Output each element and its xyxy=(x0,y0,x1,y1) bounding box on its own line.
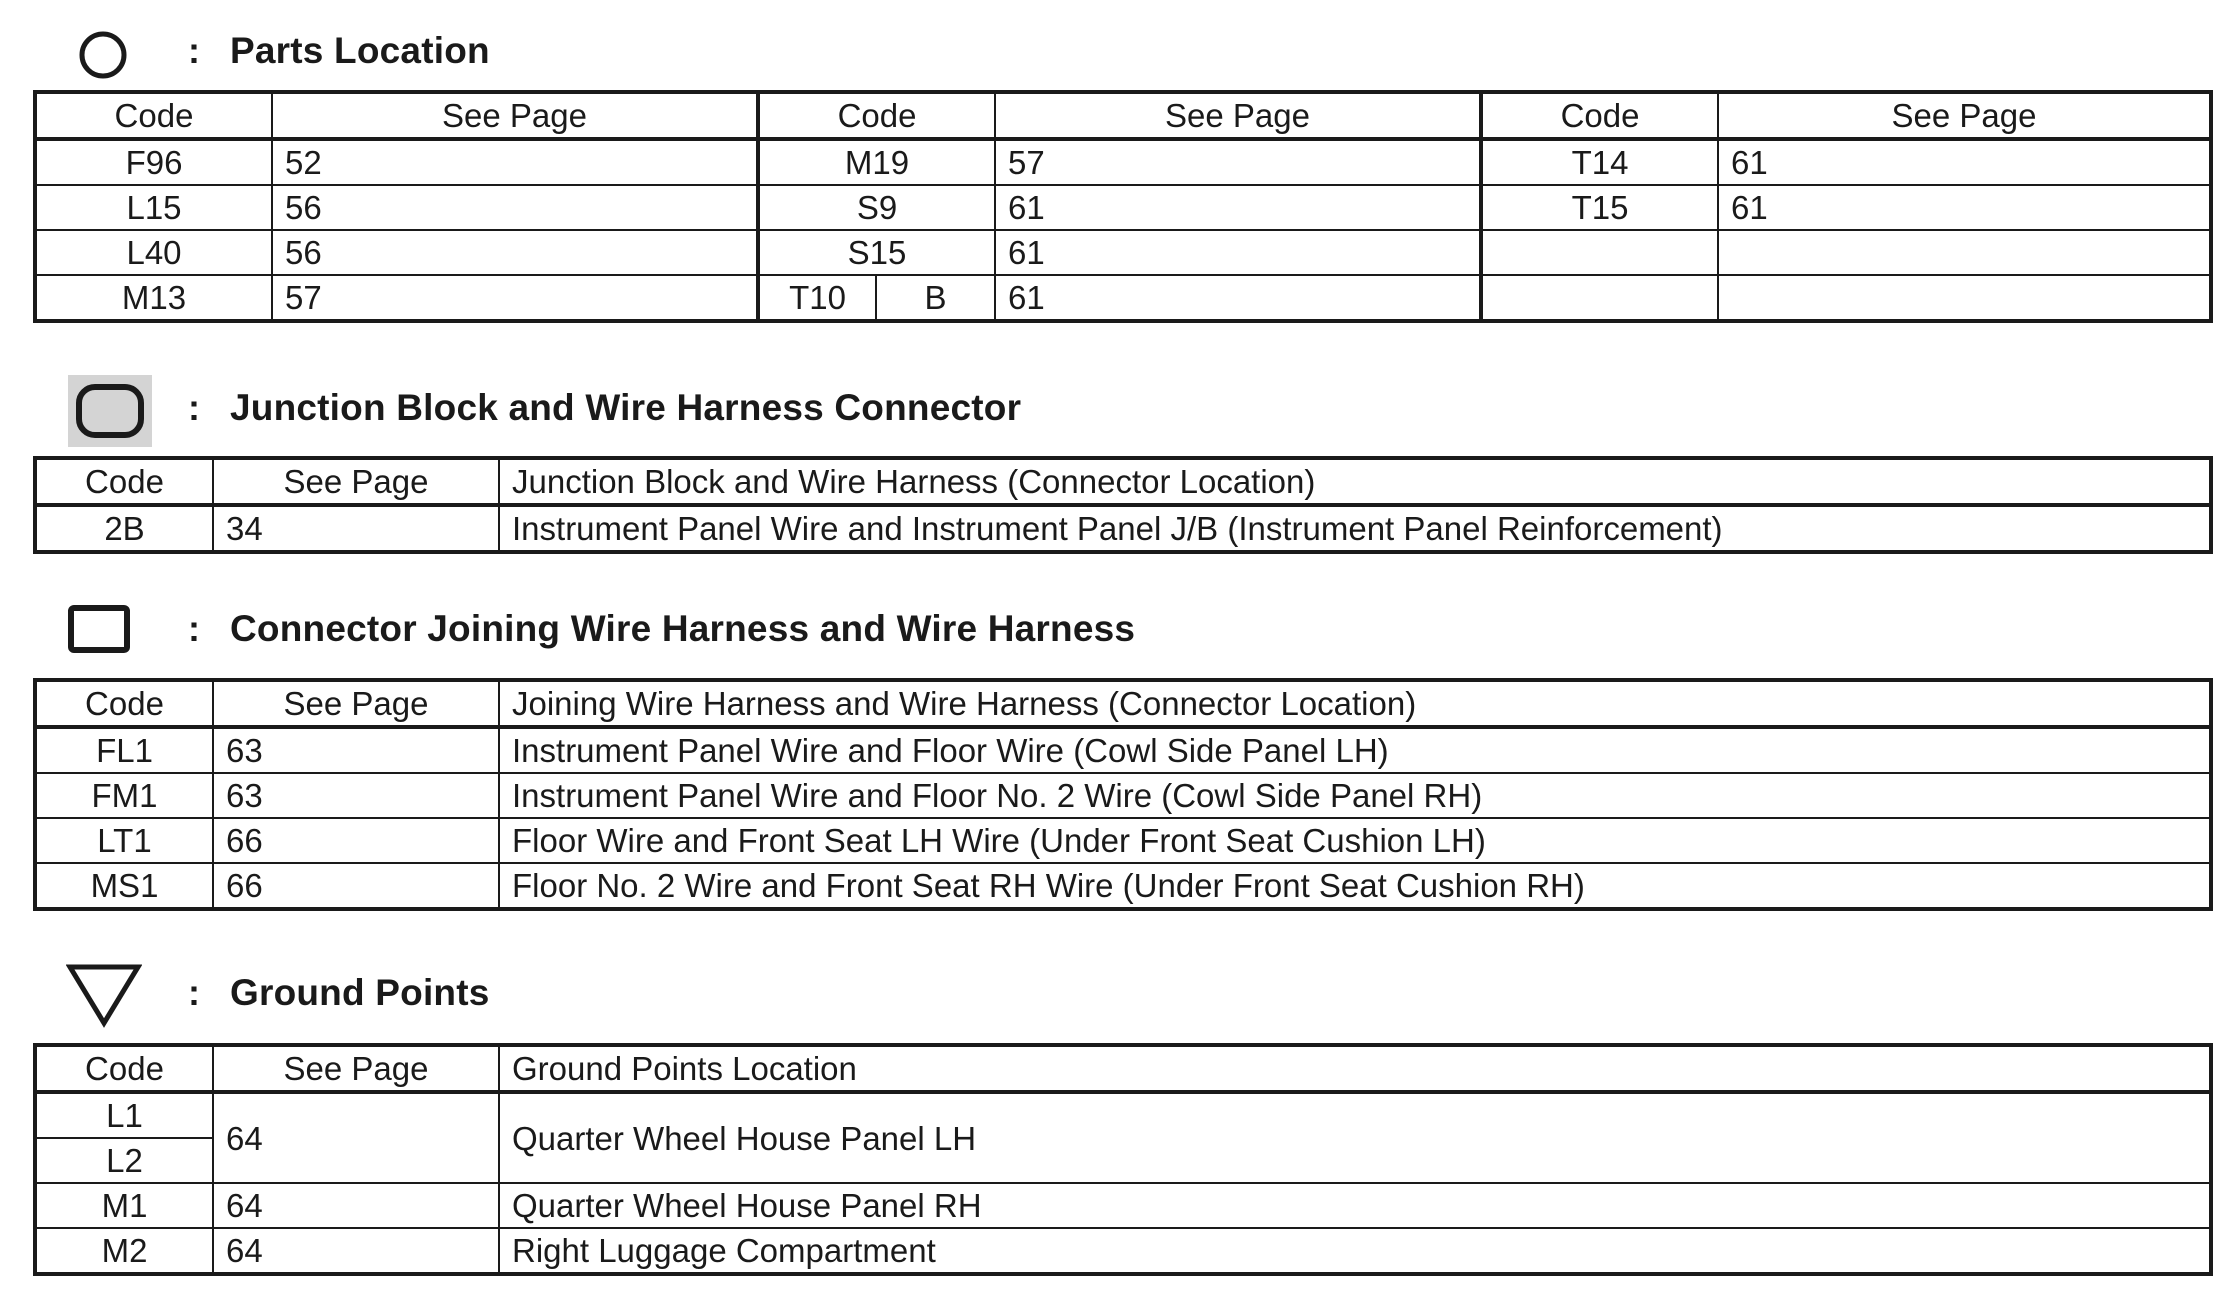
description-cell: Instrument Panel Wire and Floor Wire (Cowl Side Panel LH) xyxy=(499,727,2211,773)
header-code: Code xyxy=(35,458,213,505)
code-suffix-cell: B xyxy=(876,275,995,321)
description-cell: Right Luggage Compartment xyxy=(499,1228,2211,1274)
page-cell: 61 xyxy=(1718,139,2211,185)
table-row xyxy=(35,863,2211,909)
table-row xyxy=(35,1183,2211,1228)
code-cell xyxy=(1481,275,1718,321)
header-description: Junction Block and Wire Harness (Connector Location) xyxy=(499,458,2211,505)
page-cell xyxy=(1718,275,2211,321)
code-cell: L15 xyxy=(35,185,272,230)
page-cell: 64 xyxy=(213,1183,499,1228)
table-header-row xyxy=(35,458,2211,505)
header-see-page: See Page xyxy=(272,92,758,139)
code-cell: T10 xyxy=(758,275,876,321)
table-row xyxy=(35,773,2211,818)
page-cell: 64 xyxy=(213,1092,499,1183)
colon: : xyxy=(188,387,200,428)
table-row xyxy=(35,727,2211,773)
ground-points-header xyxy=(0,952,2236,1042)
header-see-page: See Page xyxy=(213,1045,499,1092)
page-cell: 57 xyxy=(995,139,1481,185)
page-cell: 57 xyxy=(272,275,758,321)
section-title: Ground Points xyxy=(230,972,490,1013)
description-cell: Instrument Panel Wire and Floor No. 2 Wire (Cowl Side Panel RH) xyxy=(499,773,2211,818)
table-row xyxy=(35,139,2211,185)
description-cell: Floor No. 2 Wire and Front Seat RH Wire (Under Front Seat Cushion RH) xyxy=(499,863,2211,909)
page-cell: 61 xyxy=(995,185,1481,230)
page-cell xyxy=(1718,230,2211,275)
table-row xyxy=(35,505,2211,552)
ground-points-table xyxy=(33,1043,2213,1276)
rectangle-icon xyxy=(68,605,130,653)
code-cell: F96 xyxy=(35,139,272,185)
colon: : xyxy=(188,30,200,71)
header-see-page: See Page xyxy=(995,92,1481,139)
page-cell: 52 xyxy=(272,139,758,185)
code-cell: L1 xyxy=(35,1092,213,1138)
rounded-rect-icon xyxy=(68,375,152,447)
code-cell xyxy=(1481,230,1718,275)
code-cell: L40 xyxy=(35,230,272,275)
description-cell: Quarter Wheel House Panel LH xyxy=(499,1092,2211,1183)
section-title: Connector Joining Wire Harness and Wire Harness xyxy=(230,608,1136,649)
table-row xyxy=(35,185,2211,230)
description-cell: Quarter Wheel House Panel RH xyxy=(499,1183,2211,1228)
header-code: Code xyxy=(35,1045,213,1092)
header-see-page: See Page xyxy=(213,458,499,505)
header-code: Code xyxy=(1481,92,1718,139)
description-cell: Instrument Panel Wire and Instrument Panel J/B (Instrument Panel Reinforcement) xyxy=(499,505,2211,552)
code-cell: S15 xyxy=(758,230,995,275)
code-cell: S9 xyxy=(758,185,995,230)
page-cell: 66 xyxy=(213,863,499,909)
header-code: Code xyxy=(758,92,995,139)
table-header-row xyxy=(35,1045,2211,1092)
page-cell: 56 xyxy=(272,230,758,275)
code-cell: FL1 xyxy=(35,727,213,773)
triangle-down-icon xyxy=(66,962,142,1028)
parts-location-header xyxy=(0,10,2236,100)
page-cell: 64 xyxy=(213,1228,499,1274)
header-code: Code xyxy=(35,92,272,139)
table-row xyxy=(35,275,2211,321)
page-cell: 63 xyxy=(213,727,499,773)
code-cell: 2B xyxy=(35,505,213,552)
code-cell: M19 xyxy=(758,139,995,185)
code-cell: M13 xyxy=(35,275,272,321)
page-cell: 63 xyxy=(213,773,499,818)
table-header-row xyxy=(35,680,2211,727)
page-cell: 61 xyxy=(995,230,1481,275)
junction-block-table xyxy=(33,456,2213,554)
code-cell: LT1 xyxy=(35,818,213,863)
table-row xyxy=(35,1092,2211,1138)
header-description: Joining Wire Harness and Wire Harness (Connector Location) xyxy=(499,680,2211,727)
page-cell: 61 xyxy=(1718,185,2211,230)
code-cell: T15 xyxy=(1481,185,1718,230)
code-cell: FM1 xyxy=(35,773,213,818)
page-cell: 66 xyxy=(213,818,499,863)
header-see-page: See Page xyxy=(1718,92,2211,139)
header-see-page: See Page xyxy=(213,680,499,727)
description-cell: Floor Wire and Front Seat LH Wire (Under Front Seat Cushion LH) xyxy=(499,818,2211,863)
table-row xyxy=(35,818,2211,863)
code-cell: M2 xyxy=(35,1228,213,1274)
page-cell: 61 xyxy=(995,275,1481,321)
code-cell: T14 xyxy=(1481,139,1718,185)
junction-block-header xyxy=(0,365,2236,455)
code-cell: L2 xyxy=(35,1138,213,1183)
code-cell: MS1 xyxy=(35,863,213,909)
parts-location-table xyxy=(33,90,2213,323)
colon: : xyxy=(188,972,200,1013)
header-code: Code xyxy=(35,680,213,727)
page-cell: 56 xyxy=(272,185,758,230)
header-description: Ground Points Location xyxy=(499,1045,2211,1092)
table-row xyxy=(35,230,2211,275)
connector-joining-table xyxy=(33,678,2213,911)
section-title: Junction Block and Wire Harness Connector xyxy=(230,387,1022,428)
table-row xyxy=(35,1228,2211,1274)
connector-joining-header xyxy=(0,588,2236,678)
colon: : xyxy=(188,608,200,649)
section-title: Parts Location xyxy=(230,30,490,71)
circle-icon xyxy=(78,30,128,80)
code-cell: M1 xyxy=(35,1183,213,1228)
table-header-row xyxy=(35,92,2211,139)
page-cell: 34 xyxy=(213,505,499,552)
